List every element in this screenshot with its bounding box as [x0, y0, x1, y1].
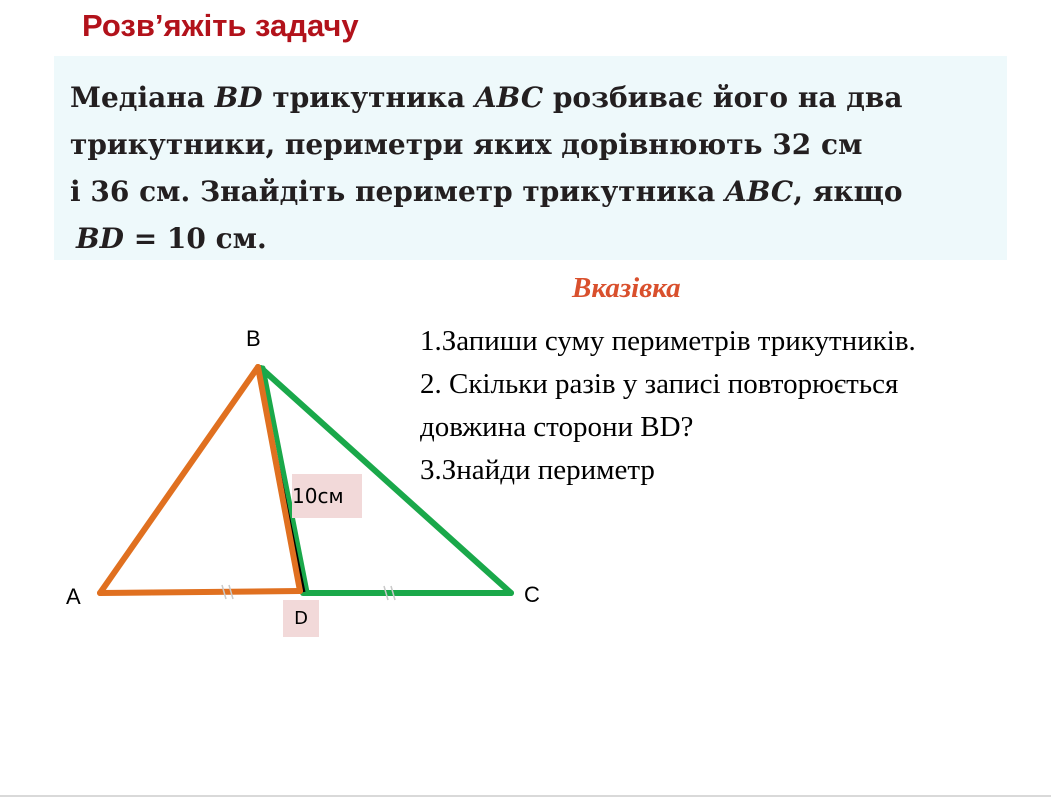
problem-line-1: Медіана BD трикутника ABC розбиває його на два	[70, 81, 903, 114]
problem-line-3: і 36 см. Знайдіть периметр трикутника ABC, якщо	[70, 175, 903, 208]
vertex-label-d: D	[283, 600, 319, 637]
side-ab	[100, 367, 258, 593]
problem-line-2: трикутники, периметри яких дорівнюють 32 см	[70, 128, 863, 161]
hint-step-3: 3.Знайди периметр	[420, 454, 655, 486]
vertex-label-a: A	[66, 584, 81, 609]
bd-length-label: 10см	[292, 474, 362, 518]
hint-step-2: 2. Скільки разів у записі повторюється	[420, 368, 899, 400]
hint-title: Вказівка	[572, 272, 681, 304]
page-title: Розв’яжіть задачу	[82, 8, 359, 43]
hint-step-1: 1.Запиши суму периметрів трикутників.	[420, 325, 916, 357]
vertex-label-b: B	[246, 326, 261, 351]
side-ad	[100, 591, 300, 593]
problem-line-4: BD = 10 см.	[76, 222, 267, 255]
hint-step-2-continued: довжина сторони BD?	[420, 411, 694, 443]
vertex-label-c: C	[524, 582, 540, 607]
